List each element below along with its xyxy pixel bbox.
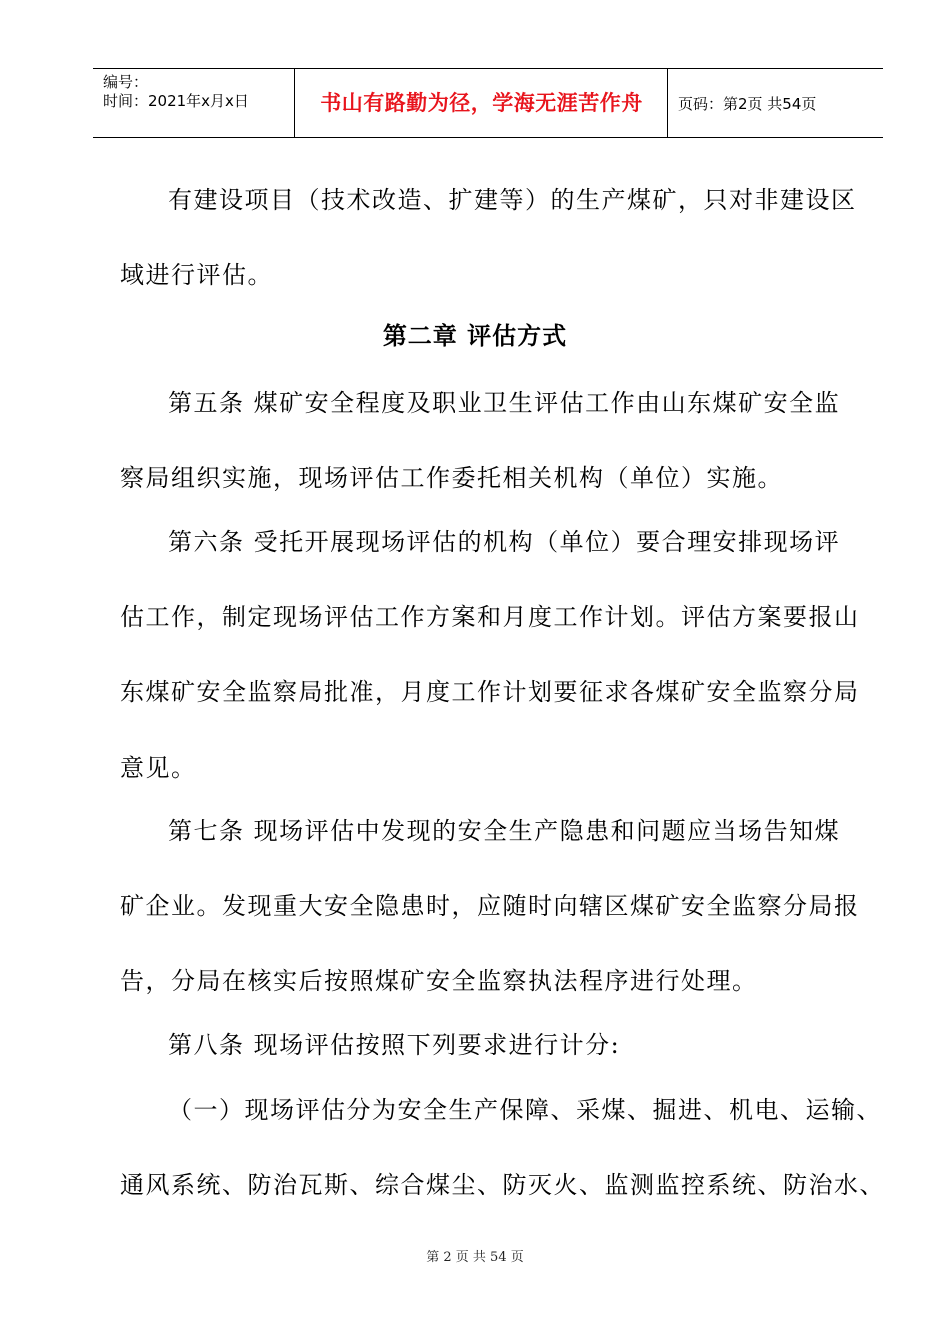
page-header [93, 68, 883, 138]
body-line: 通风系统、防治瓦斯、综合煤尘、防灭火、监测监控系统、防治水、 [120, 1171, 885, 1199]
body-line: 告，分局在核实后按照煤矿安全监察执法程序进行处理。 [120, 967, 758, 995]
body-line: 估工作，制定现场评估工作方案和月度工作计划。评估方案要报山 [120, 603, 860, 631]
body-line: 东煤矿安全监察局批准，月度工作计划要征求各煤矿安全监察分局 [120, 678, 860, 706]
body-line: 第六条 受托开展现场评估的机构（单位）要合理安排现场评 [168, 528, 841, 556]
document-time-label: 时间：2021年x月x日 [103, 92, 249, 110]
header-divider [667, 69, 668, 137]
body-line: （一）现场评估分为安全生产保障、采煤、掘进、机电、运输、 [168, 1096, 882, 1124]
body-line: 第七条 现场评估中发现的安全生产隐患和问题应当场告知煤 [168, 817, 841, 845]
body-line: 第八条 现场评估按照下列要求进行计分: [168, 1031, 621, 1059]
body-line: 意见。 [120, 754, 197, 782]
document-number-label: 编号： [103, 73, 149, 91]
body-line: 矿企业。发现重大安全隐患时，应随时向辖区煤矿安全监察分局报 [120, 892, 860, 920]
header-motto: 书山有路勤为径，学海无涯苦作舟 [320, 91, 643, 115]
body-line: 域进行评估。 [120, 261, 273, 289]
header-meta [103, 73, 249, 111]
header-page-label: 页码：第2页 共54页 [678, 95, 817, 113]
page-footer: 第 2 页 共 54 页 [426, 1250, 524, 1265]
body-line: 第五条 煤矿安全程度及职业卫生评估工作由山东煤矿安全监 [168, 389, 841, 417]
body-line: 察局组织实施，现场评估工作委托相关机构（单位）实施。 [120, 464, 783, 492]
chapter-title: 第二章 评估方式 [382, 322, 568, 350]
body-line: 有建设项目（技术改造、扩建等）的生产煤矿，只对非建设区 [168, 186, 857, 214]
